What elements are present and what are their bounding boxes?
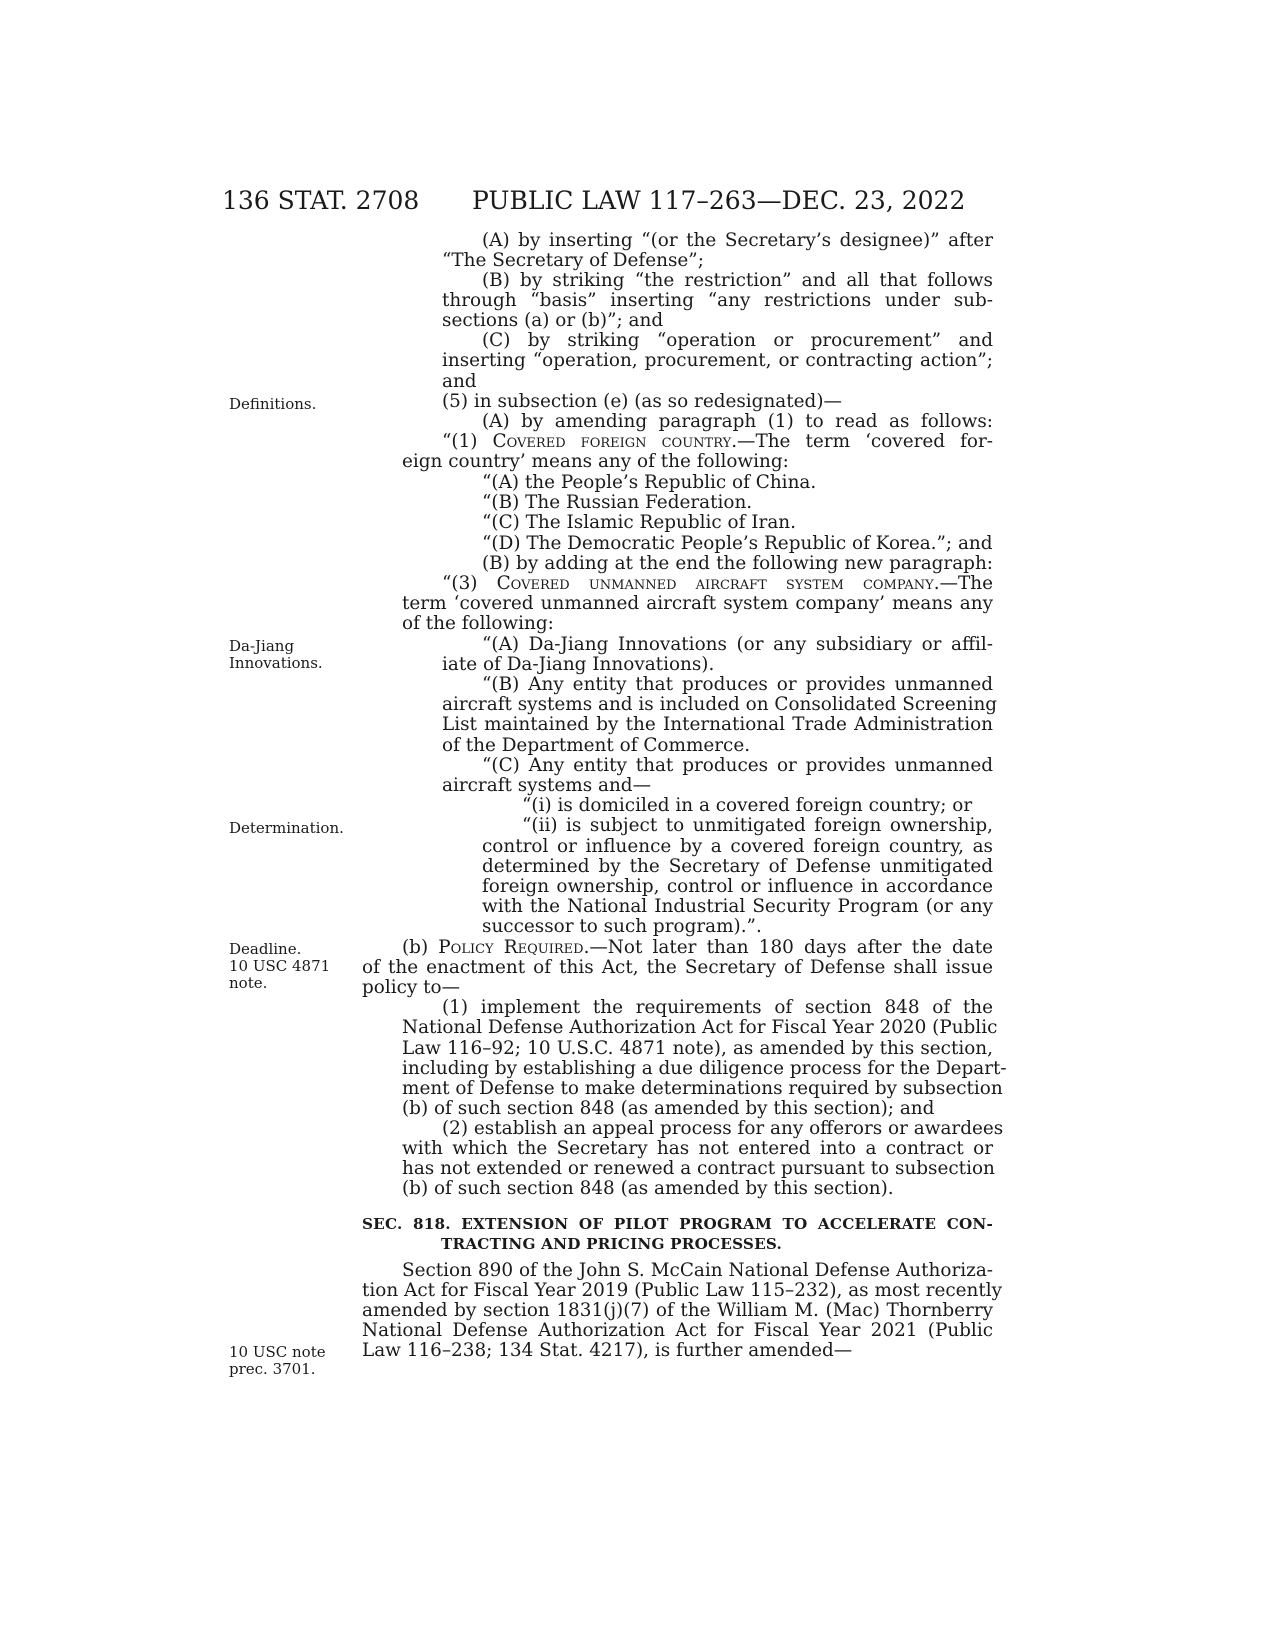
text-line: (A) by amending paragraph (1) to read as follows:	[482, 411, 993, 432]
text-line: National Defense Authorization Act for Fiscal Year 2021 (Public	[362, 1320, 993, 1341]
text-line: “(C) Any entity that produces or provides unmanned	[482, 755, 993, 776]
text-line: foreign ownership, control or influence in accordance	[482, 876, 993, 897]
text-line: Law 116–238; 134 Stat. 4217), is further amended—	[362, 1340, 853, 1361]
text-line: List maintained by the International Trade Administration	[442, 714, 993, 735]
text-line: “(C) The Islamic Republic of Iran.	[482, 512, 796, 533]
text-line: “(B) Any entity that produces or provides unmanned	[482, 674, 993, 695]
text-line: successor to such program).”.	[482, 916, 762, 937]
text-line: determined by the Secretary of Defense unmitigated	[482, 856, 993, 877]
text-line: (5) in subsection (e) (as so redesignated)—	[442, 391, 842, 412]
text-line: (2) establish an appeal process for any offerors or awardees	[442, 1118, 1004, 1139]
text-line: “(A) the People’s Republic of China.	[482, 472, 817, 493]
text-line: including by establishing a due diligence process for the Depart-	[402, 1058, 1007, 1079]
text-line: (b) of such section 848 (as amended by this section); and	[402, 1098, 935, 1119]
text-line: aircraft systems and is included on Consolidated Screening	[442, 694, 998, 715]
margin-note-determination: Determination.	[229, 819, 344, 837]
text-line: of the following:	[402, 613, 554, 634]
margin-note-definitions: Definitions.	[229, 395, 317, 413]
text-line: (1) implement the requirements of section 848 of the	[442, 997, 993, 1018]
text-line: (B) by striking “the restriction” and all that follows	[482, 270, 993, 291]
text-line: with the National Industrial Security Program (or any	[482, 896, 993, 917]
text-line: “(i) is domiciled in a covered foreign country; or	[522, 795, 973, 816]
text-line: (B) by adding at the end the following new paragraph:	[482, 553, 993, 574]
text-line: and	[442, 371, 477, 392]
text-line: “(D) The Democratic People’s Republic of Korea.”; and	[482, 533, 993, 554]
margin-note-deadline: Deadline. 10 USC 4871 note.	[229, 940, 331, 992]
text-line: sections (a) or (b)”; and	[442, 310, 664, 331]
text-line: National Defense Authorization Act for Fiscal Year 2020 (Public	[402, 1017, 998, 1038]
text-line: with which the Secretary has not entered into a contract or	[402, 1138, 993, 1159]
text-line: ment of Defense to make determinations required by subsection	[402, 1078, 1003, 1099]
text-line: Section 890 of the John S. McCain National Defense Authoriza-	[402, 1260, 993, 1281]
text-line: (C) by striking “operation or procurement” and	[482, 330, 993, 351]
margin-note-dajiang: Da-Jiang Innovations.	[229, 637, 323, 672]
text-line: “(3) Covered unmanned aircraft system company.—The	[442, 573, 993, 594]
text-line: eign country’ means any of the following:	[402, 451, 789, 472]
text-line: policy to—	[362, 977, 460, 998]
stat-page-number: 136 STAT. 2708	[222, 186, 420, 215]
margin-note-usc: 10 USC note prec. 3701.	[229, 1343, 326, 1378]
text-line: of the Department of Commerce.	[442, 735, 751, 756]
text-line: iate of Da-Jiang Innovations).	[442, 654, 715, 675]
text-line: Law 116–92; 10 U.S.C. 4871 note), as amended by this section,	[402, 1038, 993, 1059]
text-line: “The Secretary of Defense”;	[442, 250, 704, 271]
text-line: “(ii) is subject to unmitigated foreign ownership,	[522, 815, 993, 836]
text-line: (b) Policy Required.—Not later than 180 days after the date	[402, 937, 993, 958]
text-line: of the enactment of this Act, the Secretary of Defense shall issue	[362, 957, 993, 978]
text-line: amended by section 1831(j)(7) of the William M. (Mac) Thornberry	[362, 1300, 993, 1321]
text-line: “(A) Da-Jiang Innovations (or any subsidiary or affil-	[482, 634, 993, 655]
text-line: tion Act for Fiscal Year 2019 (Public Law 115–232), as most recently	[362, 1280, 1003, 1301]
text-line: inserting “operation, procurement, or contracting action”;	[442, 350, 993, 371]
text-line: “(1) Covered foreign country.—The term ‘covered for-	[442, 431, 993, 452]
text-line: through “basis” inserting “any restrictions under sub-	[442, 290, 993, 311]
text-line: (b) of such section 848 (as amended by this section).	[402, 1178, 894, 1199]
text-line: term ‘covered unmanned aircraft system company’ means any	[402, 593, 993, 614]
section-heading-line-2: TRACTING AND PRICING PROCESSES.	[441, 1235, 782, 1253]
section-heading-line-1: SEC. 818. EXTENSION OF PILOT PROGRAM TO ACCELERATE CON-	[362, 1215, 993, 1233]
public-law-title: PUBLIC LAW 117–263—DEC. 23, 2022	[472, 186, 966, 215]
text-line: “(B) The Russian Federation.	[482, 492, 753, 513]
text-line: aircraft systems and—	[442, 775, 651, 796]
text-line: has not extended or renewed a contract pursuant to subsection	[402, 1158, 995, 1179]
text-line: (A) by inserting “(or the Secretary’s designee)” after	[482, 230, 993, 251]
text-line: control or influence by a covered foreign country, as	[482, 836, 993, 857]
